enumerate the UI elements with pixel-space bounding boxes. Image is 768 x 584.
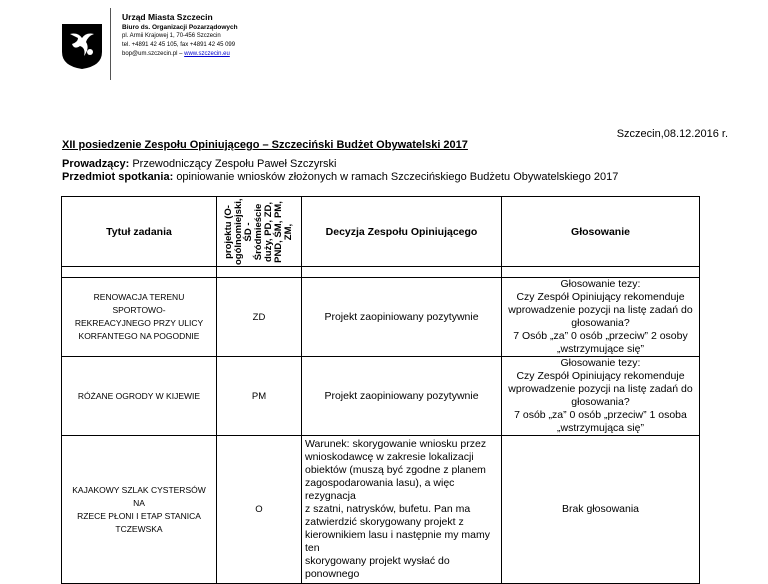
city-logo-icon xyxy=(60,22,104,70)
vote: Brak głosowania xyxy=(502,436,700,584)
header-task: Tytuł zadania xyxy=(62,197,217,267)
table-row xyxy=(62,436,700,584)
meeting-meta xyxy=(62,158,618,184)
task-title: RENOWACJA TERENU SPORTOWO- REKREACYJNEGO PRZY ULICY KORFANTEGO NA POGODNIE xyxy=(62,278,217,357)
subject-label: Przedmiot spotkania: xyxy=(62,171,174,183)
table-spacer-row xyxy=(62,267,700,278)
chair-line xyxy=(62,158,618,171)
decision: Projekt zaopiniowany pozytywnie xyxy=(302,278,502,357)
header-type-label: projektu (O-ogólnomiejski, ŚD - Śródmieście duży, PD, ZD, PND, ŚM, PM, ZM, xyxy=(223,197,294,265)
subject-line xyxy=(62,171,618,184)
org-name: Urząd Miasta Szczecin xyxy=(122,12,213,22)
subject-value: opiniowanie wniosków złożonych w ramach Szczecińskiego Budżetu Obywatelskiego 2017 xyxy=(176,171,619,183)
table-row xyxy=(62,278,700,357)
chair-label: Prowadzący: xyxy=(62,158,130,170)
table-header-row xyxy=(62,197,700,267)
project-code: ZD xyxy=(217,278,302,357)
org-header xyxy=(122,13,238,59)
task-title: KAJAKOWY SZLAK CYSTERSÓW NA RZECE PŁONI I ETAP STANICA TCZEWSKA xyxy=(62,436,217,584)
table-row xyxy=(62,357,700,436)
opinion-table xyxy=(61,196,700,584)
decision: Projekt zaopiniowany pozytywnie xyxy=(302,357,502,436)
decision: Warunek: skorygowanie wniosku przez wnioskodawcę w zakresie lokalizacji obiektów (muszą być zgodne z planem zagospodarowania lasu), a więc rezygnacja z szatni, natrysków, bufetu. Pan ma zatwierdzić skorygowany projekt z kierownikiem lasu i następnie my mamy ten skorygowany projekt wysłać do ponownego xyxy=(302,436,502,584)
header-type xyxy=(217,197,302,267)
project-code: PM xyxy=(217,357,302,436)
document-date: Szczecin,08.12.2016 r. xyxy=(616,128,728,140)
header-decision: Decyzja Zespołu Opiniującego xyxy=(302,197,502,267)
page-title: XII posiedzenie Zespołu Opiniującego – Szczeciński Budżet Obywatelski 2017 xyxy=(62,139,468,151)
org-separator: – xyxy=(179,51,183,57)
header-divider xyxy=(110,8,111,80)
org-department: Biuro ds. Organizacji Pozarządowych xyxy=(122,24,238,31)
header-vote: Głosowanie xyxy=(502,197,700,267)
vote: Głosowanie tezy: Czy Zespół Opiniujący rekomenduje wprowadzenie pozycji na listę zadań do głosowania? 7 Osób „za” 0 osób „przeciw” 2 osoby „wstrzymujące się” xyxy=(502,278,700,357)
vote: Głosowanie tezy: Czy Zespół Opiniujący rekomenduje wprowadzenie pozycji na listę zadań do głosowania? 7 osób „za” 0 osób „przeciw” 1 osoba „wstrzymująca się” xyxy=(502,357,700,436)
org-phone: tel. +4891 42 45 105, fax +4891 42 45 099 xyxy=(122,42,236,48)
org-website-link[interactable]: www.szczecin.eu xyxy=(184,51,230,57)
org-email: bop@um.szczecin.pl xyxy=(122,51,178,57)
org-address: pl. Armii Krajowej 1, 70-456 Szczecin xyxy=(122,33,221,39)
org-contact xyxy=(122,50,238,59)
chair-value: Przewodniczący Zespołu Paweł Szczyrski xyxy=(132,158,337,170)
project-code: O xyxy=(217,436,302,584)
task-title: RÓŻANE OGRODY W KIJEWIE xyxy=(62,357,217,436)
